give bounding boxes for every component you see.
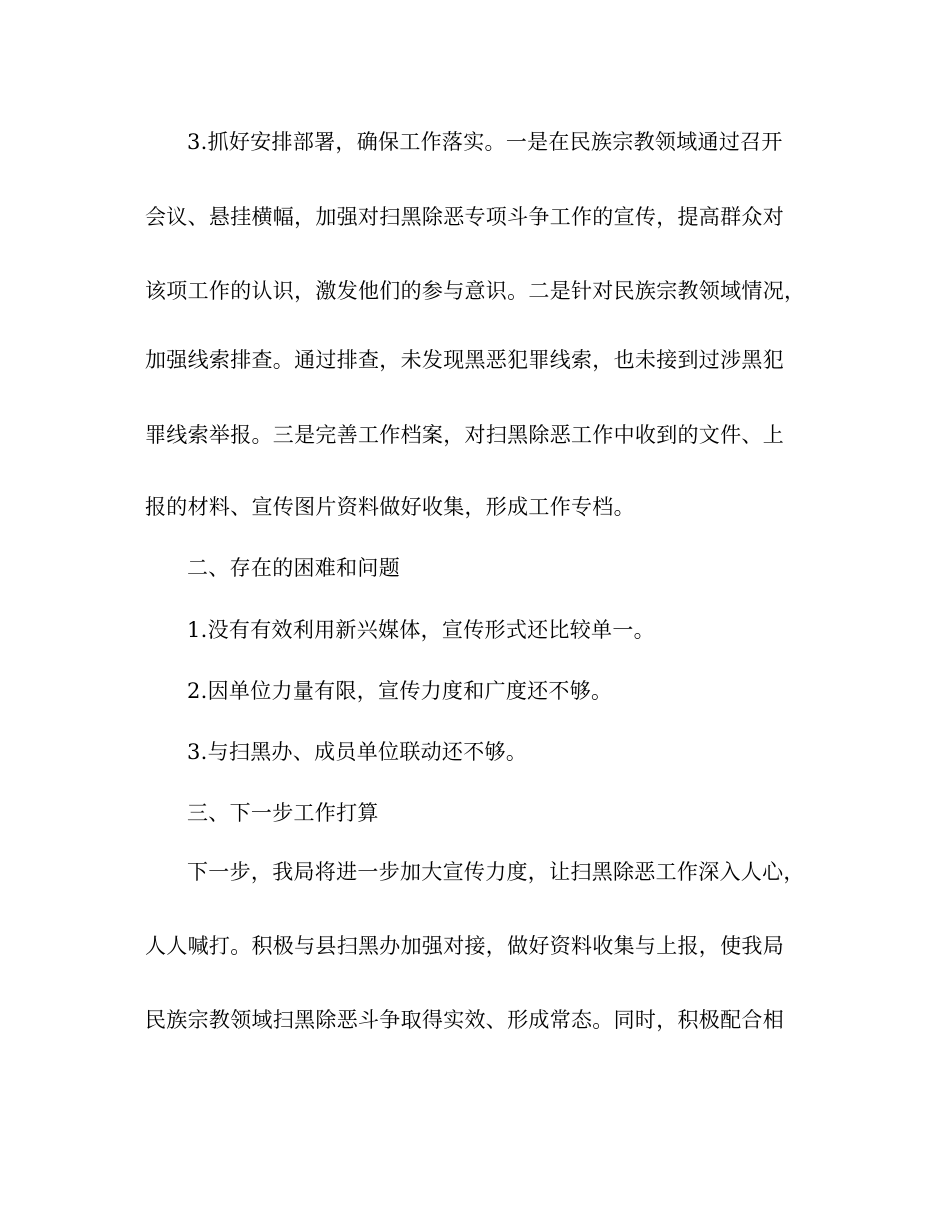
paragraph-line: 3.抓好安排部署，确保工作落实。一是在民族宗教领域通过召开 (187, 130, 783, 154)
paragraph-line: 报的材料、宣传图片资料做好收集，形成工作专档。 (145, 495, 635, 519)
paragraph-line: 下一步，我局将进一步加大宣传力度，让扫黑除恶工作深入人心， (187, 860, 805, 884)
paragraph-line: 人人喊打。积极与县扫黑办加强对接，做好资料收集与上报，使我局 (145, 934, 784, 958)
paragraph-line: 该项工作的认识，激发他们的参与意识。二是针对民族宗教领域情况， (145, 279, 806, 303)
problem-item: 1.没有有效利用新兴媒体，宣传形式还比较单一。 (187, 618, 655, 642)
problem-item: 3.与扫黑办、成员单位联动还不够。 (187, 740, 528, 764)
section-heading: 三、下一步工作打算 (187, 801, 379, 825)
paragraph-line: 民族宗教领域扫黑除恶斗争取得实效、形成常态。同时，积极配合相 (145, 1008, 784, 1032)
paragraph-line: 会议、悬挂横幅，加强对扫黑除恶专项斗争工作的宣传，提高群众对 (145, 205, 784, 229)
section-heading: 二、存在的困难和问题 (187, 556, 400, 580)
paragraph-line: 加强线索排查。通过排查，未发现黑恶犯罪线索，也未接到过涉黑犯 (145, 348, 784, 372)
problem-item: 2.因单位力量有限，宣传力度和广度还不够。 (187, 679, 613, 703)
paragraph-line: 罪线索举报。三是完善工作档案，对扫黑除恶工作中收到的文件、上 (145, 423, 784, 447)
